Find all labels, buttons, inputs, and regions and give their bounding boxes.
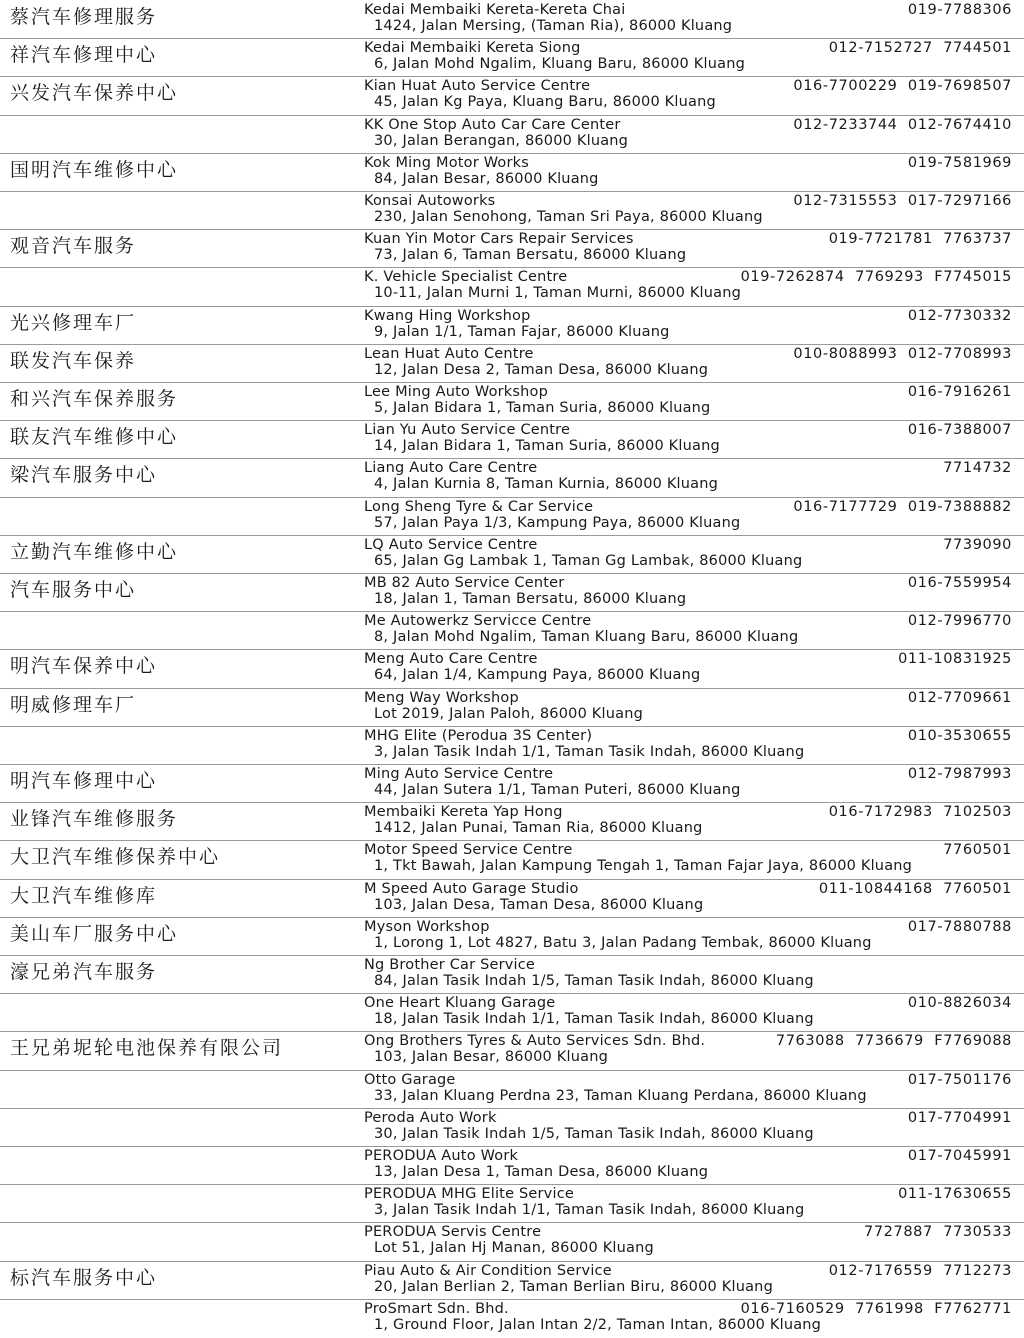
row-divider <box>0 1146 1024 1147</box>
business-name: Long Sheng Tyre & Car Service <box>364 498 594 515</box>
phone-numbers: 7727887 7730533 <box>864 1224 1012 1241</box>
listing-row <box>0 802 1024 840</box>
phone-numbers: 019-7721781 7763737 <box>828 231 1012 248</box>
business-address: 5, Jalan Bidara 1, Taman Suria, 86000 Kluang <box>374 400 711 416</box>
phone-numbers: 016-7172983 7102503 <box>828 804 1012 821</box>
business-address: 84, Jalan Besar, 86000 Kluang <box>374 170 599 187</box>
business-name: Ong Brothers Tyres & Auto Services Sdn. Bhd. <box>364 1033 706 1050</box>
business-name: Meng Auto Care Centre <box>364 651 538 668</box>
chinese-name: 梁汽车服务中心 <box>10 464 158 487</box>
listing-row <box>0 726 1024 764</box>
chinese-name: 美山车厂服务中心 <box>10 922 179 945</box>
phone-numbers: 012-7176559 7712273 <box>828 1262 1012 1279</box>
chinese-name: 观音汽车服务 <box>10 235 137 258</box>
phone-numbers: 7739090 <box>943 536 1012 553</box>
row-divider <box>0 688 1024 689</box>
phone-numbers: 011-17630655 <box>898 1186 1012 1203</box>
business-address: 3, Jalan Tasik Indah 1/1, Taman Tasik Indah, 86000 Kluang <box>374 1202 805 1219</box>
listing-row <box>0 1299 1024 1337</box>
business-address: 6, Jalan Mohd Ngalim, Kluang Baru, 86000 Kluang <box>374 56 746 73</box>
phone-numbers: 012-7987993 <box>907 766 1012 782</box>
listing-row <box>0 497 1024 535</box>
chinese-name: 光兴修理车厂 <box>10 311 137 334</box>
row-divider <box>0 76 1024 77</box>
business-address: 84, Jalan Tasik Indah 1/5, Taman Tasik Indah, 86000 Kluang <box>374 973 814 989</box>
row-divider <box>0 917 1024 918</box>
row-divider <box>0 153 1024 154</box>
row-divider <box>0 764 1024 765</box>
business-name: One Heart Kluang Garage <box>364 995 556 1012</box>
business-address: 14, Jalan Bidara 1, Taman Suria, 86000 Kluang <box>374 438 720 455</box>
row-divider <box>0 420 1024 421</box>
phone-numbers: 012-7152727 7744501 <box>828 40 1012 57</box>
listing-row <box>0 115 1024 153</box>
row-divider <box>0 497 1024 498</box>
chinese-name: 祥汽车修理中心 <box>10 44 158 67</box>
business-address: 9, Jalan 1/1, Taman Fajar, 86000 Kluang <box>374 323 670 340</box>
listing-row <box>0 1261 1024 1299</box>
business-name: MB 82 Auto Service Center <box>364 575 565 591</box>
phone-numbers: 010-8088993 012-7708993 <box>793 345 1012 362</box>
listing-row <box>0 535 1024 573</box>
business-name: Piau Auto & Air Condition Service <box>364 1262 612 1279</box>
business-name: ProSmart Sdn. Bhd. <box>364 1300 509 1317</box>
business-address: 44, Jalan Sutera 1/1, Taman Puteri, 86000 Kluang <box>374 782 741 798</box>
row-divider <box>0 726 1024 727</box>
business-address: 230, Jalan Senohong, Taman Sri Paya, 86000 Kluang <box>374 209 763 225</box>
business-address: 103, Jalan Besar, 86000 Kluang <box>374 1049 608 1066</box>
listing-row <box>0 688 1024 726</box>
business-address: 1, Tkt Bawah, Jalan Kampung Tengah 1, Taman Fajar Jaya, 86000 Kluang <box>374 858 913 875</box>
business-name: Kwang Hing Workshop <box>364 307 531 324</box>
row-divider <box>0 1261 1024 1262</box>
phone-numbers: 012-7315553 017-7297166 <box>793 193 1012 209</box>
business-name: M Speed Auto Garage Studio <box>364 880 579 897</box>
phone-numbers: 017-7880788 <box>907 918 1012 935</box>
row-divider <box>0 573 1024 574</box>
business-name: Membaiki Kereta Yap Hong <box>364 804 563 821</box>
chinese-name: 业锋汽车维修服务 <box>10 808 179 831</box>
business-address: 1, Lorong 1, Lot 4827, Batu 3, Jalan Padang Tembak, 86000 Kluang <box>374 934 872 951</box>
chinese-name: 汽车服务中心 <box>10 579 137 601</box>
row-divider <box>0 229 1024 230</box>
phone-numbers: 016-7388007 <box>907 422 1012 439</box>
business-address: 8, Jalan Mohd Ngalim, Taman Kluang Baru, 86000 Kluang <box>374 629 799 646</box>
business-address: 30, Jalan Tasik Indah 1/5, Taman Tasik Indah, 86000 Kluang <box>374 1125 814 1142</box>
business-address: 12, Jalan Desa 2, Taman Desa, 86000 Kluang <box>374 361 709 378</box>
phone-numbers: 016-7160529 7761998 F7762771 <box>740 1300 1012 1317</box>
chinese-name: 联发汽车保养 <box>10 349 137 372</box>
row-divider <box>0 611 1024 612</box>
listing-row <box>0 1108 1024 1146</box>
business-address: 1424, Jalan Mersing, (Taman Ria), 86000 Kluang <box>374 18 733 34</box>
business-name: Kok Ming Motor Works <box>364 154 529 171</box>
chinese-name: 大卫汽车维修库 <box>10 884 158 907</box>
listing-row <box>0 344 1024 382</box>
business-name: Peroda Auto Work <box>364 1109 497 1126</box>
chinese-name: 明威修理车厂 <box>10 693 137 716</box>
listing-row <box>0 879 1024 917</box>
phone-numbers: 7714732 <box>943 460 1012 477</box>
row-divider <box>0 1108 1024 1109</box>
business-name: Me Autowerkz Servicce Centre <box>364 613 592 630</box>
listing-row <box>0 1146 1024 1184</box>
listing-row <box>0 955 1024 993</box>
row-divider <box>0 382 1024 383</box>
chinese-name: 立勤汽车维修中心 <box>10 540 179 563</box>
phone-numbers: 010-3530655 <box>907 727 1012 744</box>
listing-row <box>0 764 1024 802</box>
business-address: 18, Jalan 1, Taman Bersatu, 86000 Kluang <box>374 591 687 607</box>
listing-row <box>0 611 1024 649</box>
phone-numbers: 017-7704991 <box>907 1109 1012 1126</box>
listing-row <box>0 382 1024 420</box>
business-name: Kuan Yin Motor Cars Repair Services <box>364 231 634 248</box>
business-name: Lee Ming Auto Workshop <box>364 384 549 400</box>
phone-numbers: 016-7559954 <box>907 575 1012 591</box>
business-name: PERODUA MHG Elite Service <box>364 1186 574 1203</box>
row-divider <box>0 993 1024 994</box>
business-name: Ming Auto Service Centre <box>364 766 554 782</box>
business-name: Otto Garage <box>364 1071 456 1088</box>
listing-row <box>0 917 1024 955</box>
row-divider <box>0 458 1024 459</box>
business-address: 4, Jalan Kurnia 8, Taman Kurnia, 86000 Kluang <box>374 476 719 493</box>
row-divider <box>0 1184 1024 1185</box>
row-divider <box>0 1070 1024 1071</box>
listing-row <box>0 306 1024 344</box>
phone-numbers: 011-10844168 7760501 <box>818 880 1012 897</box>
chinese-name: 大卫汽车维修保养中心 <box>10 846 221 869</box>
business-address: 33, Jalan Kluang Perdna 23, Taman Kluang Perdana, 86000 Kluang <box>374 1087 867 1104</box>
business-name: LQ Auto Service Centre <box>364 536 538 553</box>
phone-numbers: 019-7788306 <box>907 2 1012 18</box>
row-divider <box>0 344 1024 345</box>
business-address: 1412, Jalan Punai, Taman Ria, 86000 Kluang <box>374 820 703 837</box>
listing-row <box>0 1184 1024 1222</box>
row-divider <box>0 267 1024 268</box>
phone-numbers: 7760501 <box>943 842 1012 859</box>
listing-row <box>0 0 1024 38</box>
row-divider <box>0 1299 1024 1300</box>
phone-numbers: 012-7233744 012-7674410 <box>793 116 1012 133</box>
business-address: 13, Jalan Desa 1, Taman Desa, 86000 Kluang <box>374 1164 709 1180</box>
chinese-name: 明汽车修理中心 <box>10 770 158 792</box>
business-address: 57, Jalan Paya 1/3, Kampung Paya, 86000 Kluang <box>374 514 741 531</box>
business-name: Lean Huat Auto Centre <box>364 345 534 362</box>
listing-row <box>0 458 1024 496</box>
row-divider <box>0 649 1024 650</box>
phone-numbers: 012-7709661 <box>907 689 1012 706</box>
business-name: Lian Yu Auto Service Centre <box>364 422 571 439</box>
business-address: 64, Jalan 1/4, Kampung Paya, 86000 Kluang <box>374 667 701 684</box>
chinese-name: 和兴汽车保养服务 <box>10 388 179 410</box>
business-address: 30, Jalan Berangan, 86000 Kluang <box>374 132 629 149</box>
row-divider <box>0 535 1024 536</box>
phone-numbers: 7763088 7736679 F7769088 <box>775 1033 1012 1050</box>
business-name: Konsai Autoworks <box>364 193 496 209</box>
listing-row <box>0 153 1024 191</box>
business-address: 3, Jalan Tasik Indah 1/1, Taman Tasik Indah, 86000 Kluang <box>374 743 805 760</box>
business-address: 1, Ground Floor, Jalan Intan 2/2, Taman Intan, 86000 Kluang <box>374 1316 822 1333</box>
listing-row <box>0 229 1024 267</box>
listing-row <box>0 267 1024 305</box>
chinese-name: 明汽车保养中心 <box>10 655 158 678</box>
business-name: Kian Huat Auto Service Centre <box>364 78 591 95</box>
chinese-name: 标汽车服务中心 <box>10 1266 158 1289</box>
listing-row <box>0 573 1024 611</box>
row-divider <box>0 955 1024 956</box>
business-name: Kedai Membaiki Kereta Siong <box>364 40 581 57</box>
business-name: K. Vehicle Specialist Centre <box>364 269 568 286</box>
chinese-name: 蔡汽车修理服务 <box>10 6 158 28</box>
business-name: Motor Speed Service Centre <box>364 842 573 859</box>
phone-numbers: 016-7177729 019-7388882 <box>793 498 1012 515</box>
listing-row <box>0 1222 1024 1260</box>
business-address: 20, Jalan Berlian 2, Taman Berlian Biru, 86000 Kluang <box>374 1278 773 1295</box>
chinese-name: 王兄弟坭轮电池保养有限公司 <box>10 1037 284 1060</box>
listing-row <box>0 191 1024 229</box>
business-name: Ng Brother Car Service <box>364 957 536 973</box>
phone-numbers: 017-7501176 <box>907 1071 1012 1088</box>
phone-numbers: 011-10831925 <box>898 651 1012 668</box>
row-divider <box>0 191 1024 192</box>
business-address: 73, Jalan 6, Taman Bersatu, 86000 Kluang <box>374 247 687 264</box>
phone-numbers: 010-8826034 <box>907 995 1012 1012</box>
business-address: 45, Jalan Kg Paya, Kluang Baru, 86000 Kluang <box>374 94 716 111</box>
business-name: PERODUA Auto Work <box>364 1148 519 1164</box>
phone-numbers: 016-7916261 <box>907 384 1012 400</box>
business-name: KK One Stop Auto Car Care Center <box>364 116 621 133</box>
chinese-name: 联友汽车维修中心 <box>10 426 179 449</box>
business-address: Lot 2019, Jalan Paloh, 86000 Kluang <box>374 705 644 722</box>
business-name: PERODUA Servis Centre <box>364 1224 542 1241</box>
business-name: MHG Elite (Perodua 3S Center) <box>364 727 593 744</box>
phone-numbers: 016-7700229 019-7698507 <box>793 78 1012 95</box>
chinese-name: 濠兄弟汽车服务 <box>10 961 158 983</box>
listing-row <box>0 1070 1024 1108</box>
business-name: Myson Workshop <box>364 918 490 935</box>
business-address: Lot 51, Jalan Hj Manan, 86000 Kluang <box>374 1240 654 1257</box>
row-divider <box>0 1031 1024 1032</box>
business-name: Liang Auto Care Centre <box>364 460 538 477</box>
phone-numbers: 012-7996770 <box>907 613 1012 630</box>
business-name: Meng Way Workshop <box>364 689 519 706</box>
phone-numbers: 017-7045991 <box>907 1148 1012 1164</box>
listing-row <box>0 993 1024 1031</box>
listing-row <box>0 76 1024 114</box>
row-divider <box>0 306 1024 307</box>
phone-numbers: 012-7730332 <box>907 307 1012 324</box>
listing-row <box>0 420 1024 458</box>
row-divider <box>0 38 1024 39</box>
row-divider <box>0 840 1024 841</box>
row-divider <box>0 115 1024 116</box>
business-address: 65, Jalan Gg Lambak 1, Taman Gg Lambak, 86000 Kluang <box>374 552 803 569</box>
business-address: 103, Jalan Desa, Taman Desa, 86000 Kluang <box>374 896 704 913</box>
listing-row <box>0 1031 1024 1069</box>
listing-row <box>0 38 1024 76</box>
row-divider <box>0 802 1024 803</box>
phone-numbers: 019-7262874 7769293 F7745015 <box>740 269 1012 286</box>
chinese-name: 兴发汽车保养中心 <box>10 82 179 105</box>
row-divider <box>0 879 1024 880</box>
phone-numbers: 019-7581969 <box>907 154 1012 171</box>
listing-row <box>0 649 1024 687</box>
row-divider <box>0 1222 1024 1223</box>
business-name: Kedai Membaiki Kereta-Kereta Chai <box>364 2 626 18</box>
business-address: 18, Jalan Tasik Indah 1/1, Taman Tasik Indah, 86000 Kluang <box>374 1011 814 1028</box>
listing-row <box>0 840 1024 878</box>
business-address: 10-11, Jalan Murni 1, Taman Murni, 86000 Kluang <box>374 285 742 302</box>
chinese-name: 国明汽车维修中心 <box>10 158 179 181</box>
